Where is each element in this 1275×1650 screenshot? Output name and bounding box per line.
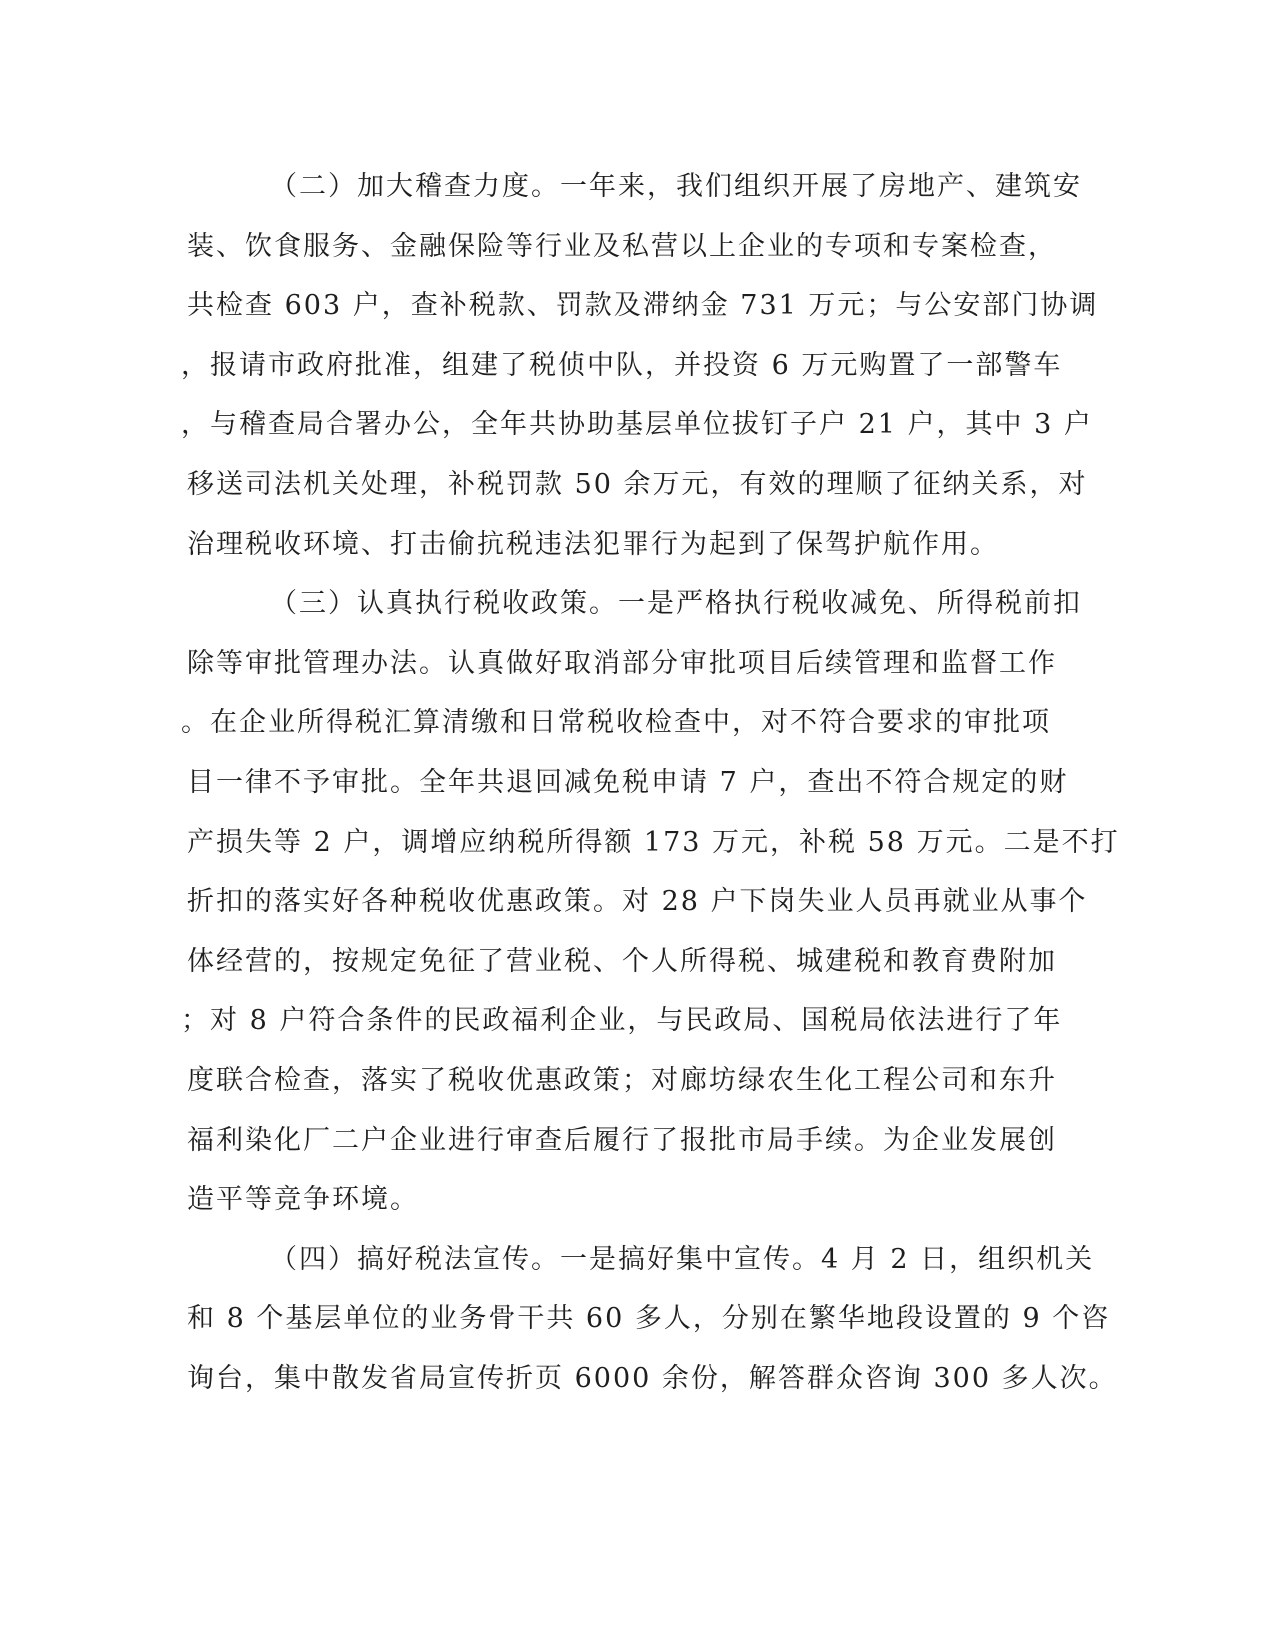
paragraph-inspection — [181, 157, 1099, 574]
paragraph-tax-policy — [181, 574, 1120, 1230]
text-line: 折扣的落实好各种税收优惠政策。对 28 户下岗失业人员再就业从事个 — [187, 886, 1088, 918]
text-line: 目一律不予审批。全年共退回减免税申请 7 户，查出不符合规定的财 — [187, 766, 1069, 798]
text-line: 装、饮食服务、金融保险等行业及私营以上企业的专项和专案检查， — [187, 230, 1057, 262]
paragraph-tax-publicity — [187, 1230, 1118, 1409]
text-line: 治理税收环境、打击偷抗税违法犯罪行为起到了保驾护航作用。 — [187, 528, 999, 560]
text-line: 体经营的，按规定免征了营业税、个人所得税、城建税和教育费附加 — [187, 945, 1057, 977]
text-line: 产损失等 2 户，调增应纳税所得额 173 万元，补税 58 万元。二是不打 — [187, 826, 1120, 858]
text-line: 度联合检查，落实了税收优惠政策；对廊坊绿农生化工程公司和东升 — [187, 1064, 1057, 1096]
text-line: ；对 8 户符合条件的民政福利企业，与民政局、国税局依法进行了年 — [181, 1005, 1063, 1037]
text-line: 共检查 603 户，查补税款、罚款及滞纳金 731 万元；与公安部门协调 — [187, 290, 1099, 322]
text-line: 除等审批管理办法。认真做好取消部分审批项目后续管理和监督工作 — [187, 647, 1057, 679]
text-line: 福利染化厂二户企业进行审查后履行了报批市局手续。为企业发展创 — [187, 1124, 1057, 1156]
text-line: ，报请市政府批准，组建了税侦中队，并投资 6 万元购置了一部警车 — [181, 349, 1063, 381]
text-line: 造平等竞争环境。 — [187, 1184, 419, 1216]
text-line: 和 8 个基层单位的业务骨干共 60 多人，分别在繁华地段设置的 9 个咨 — [187, 1303, 1111, 1335]
text-line: 询台，集中散发省局宣传折页 6000 余份，解答群众咨询 300 多人次。 — [187, 1362, 1118, 1394]
text-line: （三）认真执行税收政策。一是严格执行税收减免、所得税前扣 — [270, 588, 1082, 620]
text-line: （四）搞好税法宣传。一是搞好集中宣传。4 月 2 日，组织机关 — [270, 1243, 1095, 1275]
text-line: ，与稽查局合署办公，全年共协助基层单位拔钉子户 21 户，其中 3 户 — [181, 409, 1093, 441]
body-text — [181, 157, 1120, 1408]
text-line: 。在企业所得税汇算清缴和日常税收检查中，对不符合要求的审批项 — [181, 707, 1051, 739]
text-line: 移送司法机关处理，补税罚款 50 余万元，有效的理顺了征纳关系，对 — [187, 468, 1088, 500]
text-line: （二）加大稽查力度。一年来，我们组织开展了房地产、建筑安 — [270, 171, 1082, 202]
